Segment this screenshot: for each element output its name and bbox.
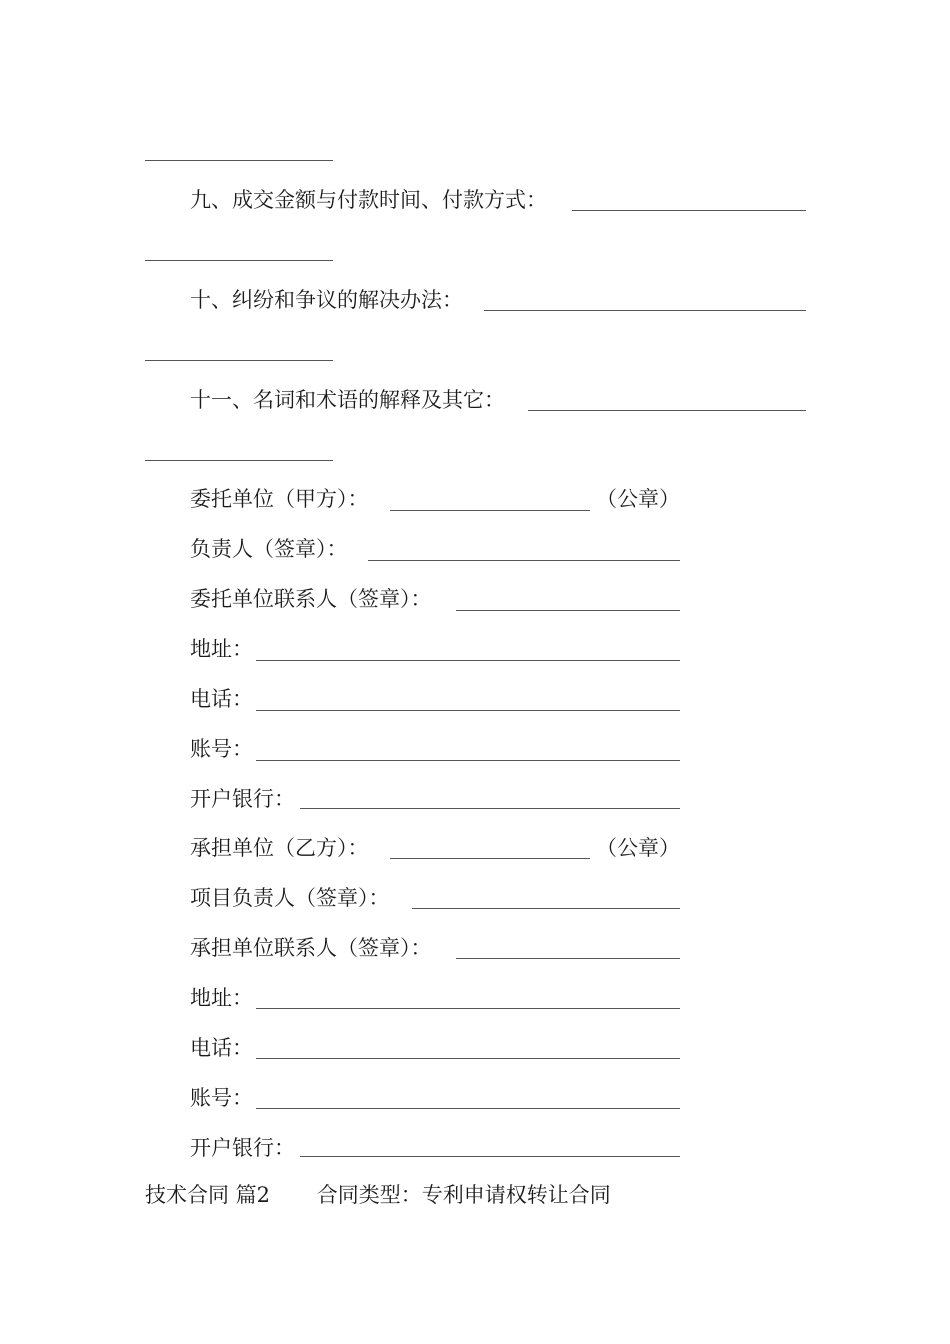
- party-a-address: [190, 635, 253, 663]
- party-b-seal: [596, 834, 680, 862]
- party-a-principal: [190, 535, 348, 563]
- field-label: 电话：: [190, 1036, 253, 1060]
- clause-9: [190, 186, 547, 214]
- party-b-contact: [190, 934, 432, 962]
- clause-9-label: 九、成交金额与付款时间、付款方式：: [190, 188, 547, 212]
- clause-9-blank-cont[interactable]: [145, 260, 333, 261]
- party-b-phone-blank[interactable]: [256, 1058, 680, 1059]
- party-b-address-blank[interactable]: [256, 1008, 680, 1009]
- party-b-bank: [190, 1134, 295, 1162]
- party-a-seal: [596, 485, 680, 513]
- party-a-contact-blank[interactable]: [456, 610, 680, 611]
- party-a-account: [190, 735, 253, 763]
- party-b-principal: [190, 884, 390, 912]
- party-a-bank: [190, 785, 295, 813]
- party-b-contact-blank[interactable]: [456, 958, 680, 959]
- field-label: 项目负责人（签章）：: [190, 886, 390, 910]
- clause-10-label: 十、纠纷和争议的解决办法：: [190, 288, 463, 312]
- party-b-account: [190, 1084, 253, 1112]
- field-label: 负责人（签章）：: [190, 537, 348, 561]
- clause-11-blank[interactable]: [528, 410, 806, 411]
- party-a-principal-blank[interactable]: [368, 560, 680, 561]
- party-a-phone: [190, 685, 253, 713]
- party-a-seal-label: （公章）: [596, 487, 680, 511]
- party-a-phone-blank[interactable]: [256, 710, 680, 711]
- party-b-seal-label: （公章）: [596, 836, 680, 860]
- party-a-contact: [190, 585, 432, 613]
- clause-11: [190, 386, 505, 414]
- field-label: 地址：: [190, 986, 253, 1010]
- party-b-unit: [190, 834, 369, 862]
- party-b-address: [190, 984, 253, 1012]
- party-a-address-blank[interactable]: [256, 660, 680, 661]
- field-label: 开户银行：: [190, 1136, 295, 1160]
- party-a-bank-blank[interactable]: [300, 808, 680, 809]
- party-b-unit-blank[interactable]: [390, 858, 590, 859]
- party-a-account-blank[interactable]: [256, 760, 680, 761]
- party-b-phone: [190, 1034, 253, 1062]
- field-label: 委托单位联系人（签章）：: [190, 587, 432, 611]
- party-a-unit-blank[interactable]: [390, 510, 590, 511]
- blank-line[interactable]: [145, 160, 333, 161]
- party-b-principal-blank[interactable]: [412, 908, 680, 909]
- clause-10-blank-cont[interactable]: [145, 360, 333, 361]
- party-b-account-blank[interactable]: [256, 1108, 680, 1109]
- clause-11-label: 十一、名词和术语的解释及其它：: [190, 388, 505, 412]
- clause-11-blank-cont[interactable]: [145, 460, 333, 461]
- contract-type: 合同类型：专利申请权转让合同: [316, 1183, 611, 1207]
- field-label: 账号：: [190, 737, 253, 761]
- clause-9-blank[interactable]: [572, 210, 806, 211]
- party-a-unit-label: 委托单位（甲方）：: [190, 487, 369, 511]
- clause-10: [190, 286, 463, 314]
- party-b-unit-label: 承担单位（乙方）：: [190, 836, 369, 860]
- field-label: 账号：: [190, 1086, 253, 1110]
- field-label: 地址：: [190, 637, 253, 661]
- field-label: 开户银行：: [190, 787, 295, 811]
- field-label: 电话：: [190, 687, 253, 711]
- field-label: 承担单位联系人（签章）：: [190, 936, 432, 960]
- contract-title: 技术合同 篇2: [145, 1183, 271, 1207]
- party-b-bank-blank[interactable]: [300, 1156, 680, 1157]
- clause-10-blank[interactable]: [484, 310, 806, 311]
- party-a-unit: [190, 485, 369, 513]
- next-contract-heading: [145, 1181, 611, 1209]
